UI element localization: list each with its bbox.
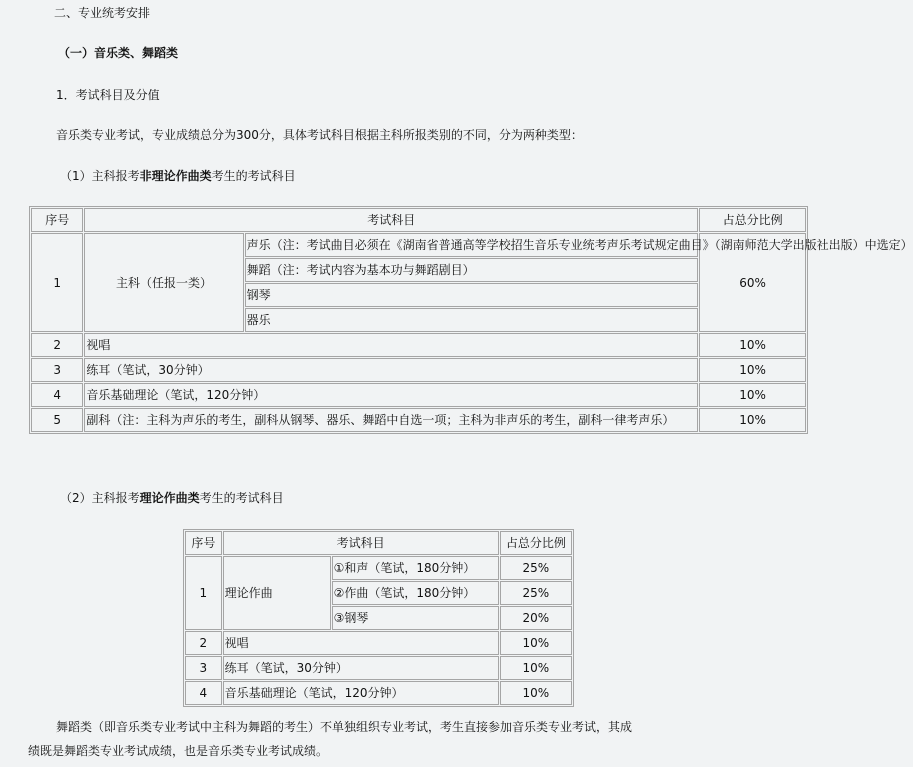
main-subject-cell: 理论作曲 [223,556,331,630]
table-row [185,556,572,580]
table-row [31,383,806,407]
row-subject: 练耳（笔试，30分钟） [84,358,698,382]
table-header-row [185,531,572,555]
table-row [185,681,572,705]
row-subject: 音乐基础理论（笔试，120分钟） [84,383,698,407]
row-seq: 1 [185,556,222,630]
row-subject: 视唱 [223,631,499,655]
table-row [185,631,572,655]
row-seq: 2 [31,333,83,357]
table-header-row [31,208,806,232]
row-subject: 视唱 [84,333,698,357]
table1-caption-bold: 非理论作曲类 [139,169,212,183]
item-heading: 1．考试科目及分值 [56,88,160,102]
sub-subject-piano: ③钢琴 [332,606,499,630]
row-seq: 3 [185,656,222,680]
row-ratio: 10% [699,383,806,407]
table-row [31,358,806,382]
row-seq: 3 [31,358,83,382]
row-subject: 音乐基础理论（笔试，120分钟） [223,681,499,705]
sub-subject-composition: ②作曲（笔试，180分钟） [332,581,499,605]
row-ratio: 10% [699,408,806,432]
intro-paragraph: 音乐类专业考试，专业成绩总分为300分，具体考试科目根据主科所报类别的不同，分为两种类型： [56,128,583,142]
table1-caption-prefix: （1）主科报考 [60,169,140,183]
subjects-table-non-composition [29,206,913,434]
subsection-heading: （一）音乐类、舞蹈类 [58,46,179,60]
table-row [31,333,806,357]
table2-caption-prefix: （2）主科报考 [60,491,140,505]
row-ratio: 10% [699,358,806,382]
sub-subject-dance: 舞蹈（注：考试内容为基本功与舞蹈剧目） [245,258,699,282]
header-ratio: 占总分比例 [699,208,806,232]
row-ratio: 25% [500,581,572,605]
header-subject: 考试科目 [84,208,698,232]
main-subject-cell: 主科（任报一类） [84,233,243,332]
row-seq: 4 [31,383,83,407]
row-ratio: 60% [699,233,806,332]
header-subject: 考试科目 [223,531,499,555]
row-subject: 副科（注：主科为声乐的考生，副科从钢琴、器乐、舞蹈中自选一项；主科为非声乐的考生，副科一律考声乐） [84,408,698,432]
table2-caption-suffix: 考生的考试科目 [199,491,284,505]
sub-subject-instrument: 器乐 [245,308,699,332]
table2-caption-bold: 理论作曲类 [139,491,200,505]
row-ratio: 10% [500,631,572,655]
table-row [185,656,572,680]
row-subject: 练耳（笔试，30分钟） [223,656,499,680]
header-seq: 序号 [31,208,83,232]
row-ratio: 25% [500,556,572,580]
row-ratio: 20% [500,606,572,630]
closing-paragraph-line-2: 绩既是舞蹈类专业考试成绩，也是音乐类专业考试成绩。 [28,744,329,758]
sub-subject-harmony: ①和声（笔试，180分钟） [332,556,499,580]
row-ratio: 10% [500,656,572,680]
table-row [31,233,806,257]
table1-caption [60,168,296,184]
row-ratio: 10% [699,333,806,357]
table-row [31,408,806,432]
row-seq: 5 [31,408,83,432]
row-seq: 4 [185,681,222,705]
table2-caption [60,490,284,506]
sub-subject-piano: 钢琴 [245,283,699,307]
subjects-table-composition [183,529,574,707]
row-seq: 1 [31,233,83,332]
section-heading: 二、专业统考安排 [54,6,151,20]
row-ratio: 10% [500,681,572,705]
closing-paragraph-line-1: 舞蹈类（即音乐类专业考试中主科为舞蹈的考生）不单独组织专业考试，考生直接参加音乐类专业考试，其成 [56,720,633,734]
sub-subject-vocal: 声乐（注：考试曲目必须在《湖南省普通高等学校招生音乐专业统考声乐考试规定曲目》（湖南师范大学出版社出版）中选定） [245,233,699,257]
header-ratio: 占总分比例 [500,531,572,555]
table1-caption-suffix: 考生的考试科目 [211,169,296,183]
header-seq: 序号 [185,531,222,555]
row-seq: 2 [185,631,222,655]
